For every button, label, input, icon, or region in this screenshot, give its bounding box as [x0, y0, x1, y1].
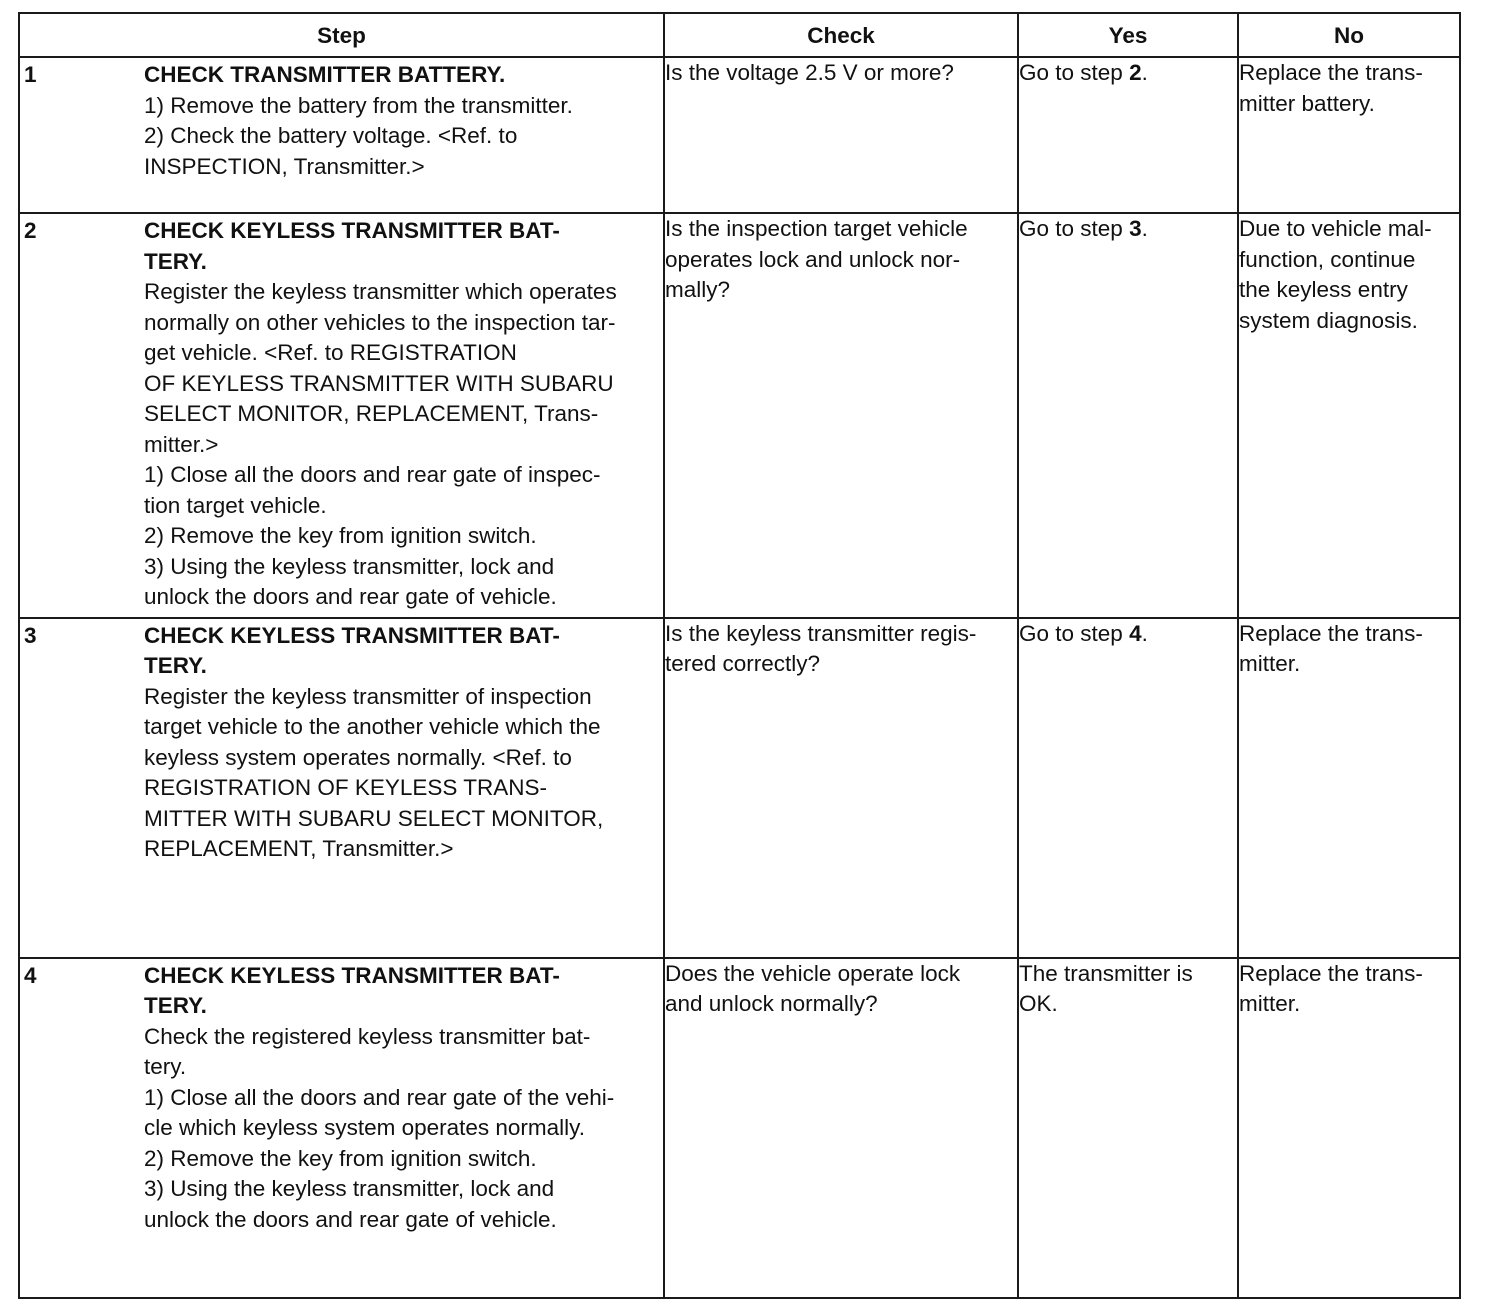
- step-text-line: OF KEYLESS TRANSMITTER WITH SUBARU: [144, 370, 614, 396]
- check-text-line: Is the voltage 2.5 V or more?: [665, 60, 954, 85]
- step-text-line: 2) Check the battery voltage. <Ref. to: [144, 123, 518, 148]
- yes-cell: [1018, 958, 1238, 1298]
- diagnostic-table: [18, 12, 1461, 1299]
- step-text-line: Register the keyless transmitter of inspection: [144, 683, 592, 709]
- step-text-line: get vehicle. <Ref. to REGISTRATION: [144, 340, 517, 365]
- step-text-line: MITTER WITH SUBARU SELECT MONITOR,: [144, 805, 604, 831]
- no-text-line: mitter.: [1239, 651, 1301, 676]
- yes-text-suffix: .: [1141, 620, 1148, 646]
- step-text-line: 3) Using the keyless transmitter, lock and: [144, 1176, 555, 1201]
- yes-step-number: 4: [1129, 620, 1142, 646]
- yes-text: Go to step: [1019, 620, 1130, 646]
- step-title: CHECK KEYLESS TRANSMITTER BAT-: [144, 622, 560, 648]
- step-text-line: unlock the doors and rear gate of vehicle.: [144, 1206, 557, 1232]
- step-number: 2: [24, 218, 37, 243]
- step-title: CHECK KEYLESS TRANSMITTER BAT-: [144, 962, 560, 988]
- step-text-line: 3) Using the keyless transmitter, lock and: [144, 553, 555, 579]
- table-row: [19, 213, 1460, 618]
- step-text-line: 2) Remove the key from ignition switch.: [144, 523, 537, 548]
- step-text-line: tery.: [144, 1054, 187, 1079]
- no-text-line: Replace the trans-: [1239, 960, 1423, 986]
- no-cell: [1238, 57, 1460, 213]
- step-text-line: 1) Close all the doors and rear gate of inspec-: [144, 462, 601, 487]
- step-text-line: REPLACEMENT, Transmitter.>: [144, 836, 454, 861]
- step-number: 1: [24, 62, 37, 87]
- yes-text-line: OK.: [1019, 991, 1058, 1016]
- step-content: [144, 58, 663, 186]
- header-no: No: [1238, 13, 1460, 57]
- step-number: 4: [24, 962, 37, 988]
- check-text-line: Is the inspection target vehicle: [665, 216, 968, 241]
- step-cell: [19, 213, 664, 618]
- step-title: TERY.: [144, 653, 207, 678]
- step-content: [144, 214, 663, 617]
- step-text-line: mitter.>: [144, 431, 219, 457]
- header-step: Step: [19, 13, 664, 57]
- step-text-line: 2) Remove the key from ignition switch.: [144, 1145, 537, 1171]
- step-content: [144, 959, 663, 1240]
- step-text-line: unlock the doors and rear gate of vehicle.: [144, 584, 557, 609]
- table-row: [19, 57, 1460, 213]
- step-text-line: target vehicle to the another vehicle which the: [144, 714, 601, 739]
- no-text-line: system diagnosis.: [1239, 307, 1418, 333]
- step-text-line: keyless system operates normally. <Ref. to: [144, 744, 572, 770]
- step-title: CHECK KEYLESS TRANSMITTER BAT-: [144, 218, 560, 243]
- check-text-line: Does the vehicle operate lock: [665, 960, 961, 986]
- check-text-line: operates lock and unlock nor-: [665, 246, 961, 272]
- no-text-line: Replace the trans-: [1239, 60, 1423, 85]
- yes-text: Go to step: [1019, 216, 1130, 241]
- step-text-line: 1) Remove the battery from the transmitter.: [144, 92, 573, 118]
- yes-text-suffix: .: [1141, 216, 1148, 241]
- step-text-line: normally on other vehicles to the inspection tar-: [144, 309, 616, 335]
- step-cell: [19, 958, 664, 1298]
- header-yes: Yes: [1018, 13, 1238, 57]
- no-cell: [1238, 213, 1460, 618]
- step-title: TERY.: [144, 248, 207, 274]
- yes-text-line: The transmitter is: [1019, 960, 1193, 986]
- check-text-line: Is the keyless transmitter regis-: [665, 620, 977, 646]
- step-title: TERY.: [144, 993, 207, 1018]
- table-row: [19, 618, 1460, 958]
- yes-cell: [1018, 213, 1238, 618]
- table-row: [19, 958, 1460, 1298]
- check-cell: [664, 57, 1018, 213]
- step-text-line: Check the registered keyless transmitter bat-: [144, 1023, 591, 1049]
- no-cell: [1238, 618, 1460, 958]
- check-text-line: tered correctly?: [665, 651, 821, 676]
- header-row: [19, 13, 1460, 57]
- step-cell: [19, 57, 664, 213]
- check-cell: [664, 618, 1018, 958]
- no-cell: [1238, 958, 1460, 1298]
- yes-step-number: 3: [1129, 216, 1142, 241]
- no-text-line: mitter.: [1239, 991, 1301, 1016]
- check-text-line: mally?: [665, 277, 731, 302]
- step-text-line: REGISTRATION OF KEYLESS TRANS-: [144, 775, 547, 800]
- no-text-line: Due to vehicle mal-: [1239, 216, 1432, 241]
- step-text-line: 1) Close all the doors and rear gate of the vehi-: [144, 1084, 615, 1110]
- step-text-line: Register the keyless transmitter which operates: [144, 279, 617, 304]
- no-text-line: the keyless entry: [1239, 277, 1408, 302]
- yes-text-suffix: .: [1141, 60, 1148, 85]
- header-check: Check: [664, 13, 1018, 57]
- yes-step-number: 2: [1129, 60, 1142, 85]
- yes-text: Go to step: [1019, 60, 1130, 85]
- step-text-line: SELECT MONITOR, REPLACEMENT, Trans-: [144, 401, 599, 426]
- yes-cell: [1018, 57, 1238, 213]
- yes-cell: [1018, 618, 1238, 958]
- step-title: CHECK TRANSMITTER BATTERY.: [144, 62, 506, 87]
- step-content: [144, 619, 663, 869]
- check-cell: [664, 958, 1018, 1298]
- no-text-line: mitter battery.: [1239, 90, 1375, 116]
- step-number: 3: [24, 622, 37, 648]
- step-text-line: tion target vehicle.: [144, 492, 327, 518]
- no-text-line: function, continue: [1239, 246, 1416, 272]
- check-text-line: and unlock normally?: [665, 991, 878, 1016]
- check-cell: [664, 213, 1018, 618]
- step-cell: [19, 618, 664, 958]
- step-text-line: cle which keyless system operates normally.: [144, 1115, 585, 1140]
- step-text-line: INSPECTION, Transmitter.>: [144, 153, 425, 179]
- no-text-line: Replace the trans-: [1239, 620, 1423, 646]
